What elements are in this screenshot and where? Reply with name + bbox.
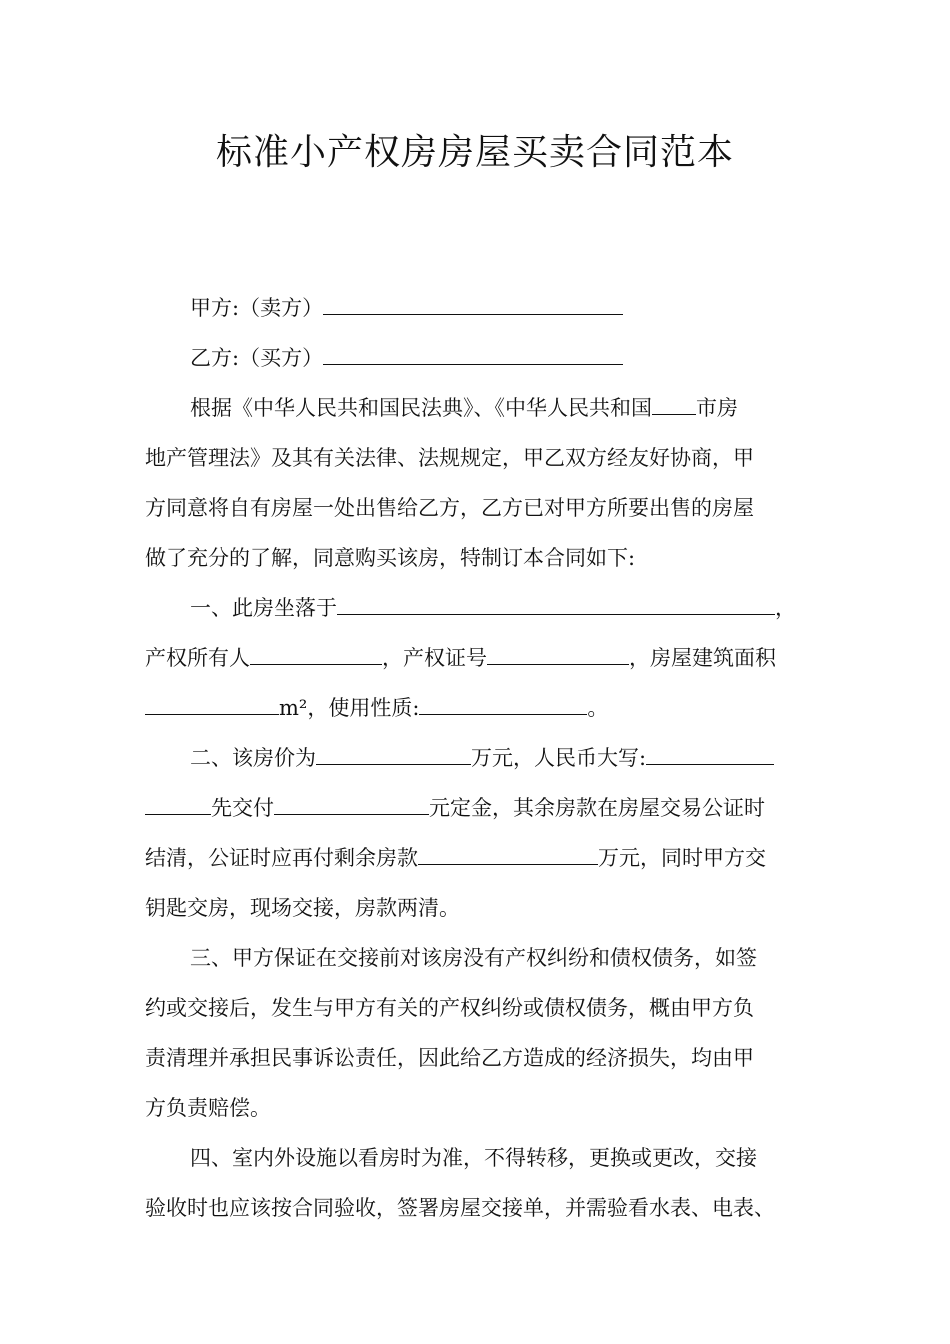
clause-text: 。	[587, 696, 609, 720]
clause-text: 万元，同时甲方交	[598, 846, 766, 870]
clause2-line-1	[145, 733, 830, 783]
city-blank	[652, 384, 696, 415]
clause2-line-4: 钥匙交房，现场交接，房款两清。	[145, 896, 460, 920]
clause-text: 先交付	[211, 796, 274, 820]
document-body	[145, 283, 830, 1233]
clause1-line-2	[145, 633, 830, 683]
preamble-text: 根据《中华人民共和国民法典》、《中华人民共和国	[190, 396, 652, 420]
clause-text: 结清，公证时应再付剩余房款	[145, 846, 418, 870]
clause-text: ，房屋建筑面积	[629, 646, 776, 670]
owner-blank	[250, 634, 382, 665]
clause3-line-3: 责清理并承担民事诉讼责任，因此给乙方造成的经济损失，均由甲	[145, 1046, 754, 1070]
party-b-line	[145, 333, 830, 383]
party-a-blank	[323, 284, 623, 315]
certificate-number-blank	[487, 634, 629, 665]
remaining-blank	[418, 834, 598, 865]
clause2-line-3	[145, 833, 830, 883]
clause4-line-2: 验收时也应该按合同验收，签署房屋交接单，并需验看水表、电表、	[145, 1196, 775, 1220]
clause-text: 产权所有人	[145, 646, 250, 670]
price-blank	[316, 734, 471, 765]
preamble-line-4: 做了充分的了解，同意购买该房，特制订本合同如下:	[145, 546, 636, 570]
clause1-line-3	[145, 683, 830, 733]
clause3-line-2: 约或交接后，发生与甲方有关的产权纠纷或债权债务，概由甲方负	[145, 996, 754, 1020]
clause-text: ，产权证号	[382, 646, 487, 670]
preamble-text: 市房	[696, 396, 738, 420]
price-words-blank	[646, 734, 774, 765]
preamble-line-1	[145, 383, 830, 433]
preamble-line-3: 方同意将自有房屋一处出售给乙方，乙方已对甲方所要出售的房屋	[145, 496, 754, 520]
clause2-line-2	[145, 783, 830, 833]
deposit-blank	[274, 784, 429, 815]
party-a-line	[145, 283, 830, 333]
document-title: 标准小产权房房屋买卖合同范本	[215, 132, 734, 173]
preamble-line-2: 地产管理法》及其有关法律、法规规定，甲乙双方经友好协商，甲	[145, 446, 754, 470]
clause3-line-1: 三、甲方保证在交接前对该房没有产权纠纷和债权债务，如签	[190, 946, 757, 970]
area-blank	[145, 684, 279, 715]
clause1-line-1	[145, 583, 830, 633]
clause3-line-4: 方负责赔偿。	[145, 1096, 271, 1120]
party-a-label: 甲方:（卖方）	[190, 296, 324, 320]
party-b-blank	[323, 334, 623, 365]
location-blank	[337, 584, 775, 615]
price-words-blank-cont	[145, 784, 211, 815]
clause-text: 一、此房坐落于	[190, 596, 337, 620]
clause-text: 二、该房价为	[190, 746, 316, 770]
clause-text: ，	[775, 596, 796, 620]
party-b-label: 乙方:（买方）	[190, 346, 324, 370]
clause-text: 万元，人民币大写:	[471, 746, 647, 770]
usage-blank	[419, 684, 587, 715]
clause-text: 元定金，其余房款在房屋交易公证时	[429, 796, 765, 820]
clause-text: m²，使用性质:	[279, 696, 420, 720]
clause4-line-1: 四、室内外设施以看房时为准，不得转移，更换或更改，交接	[190, 1146, 757, 1170]
